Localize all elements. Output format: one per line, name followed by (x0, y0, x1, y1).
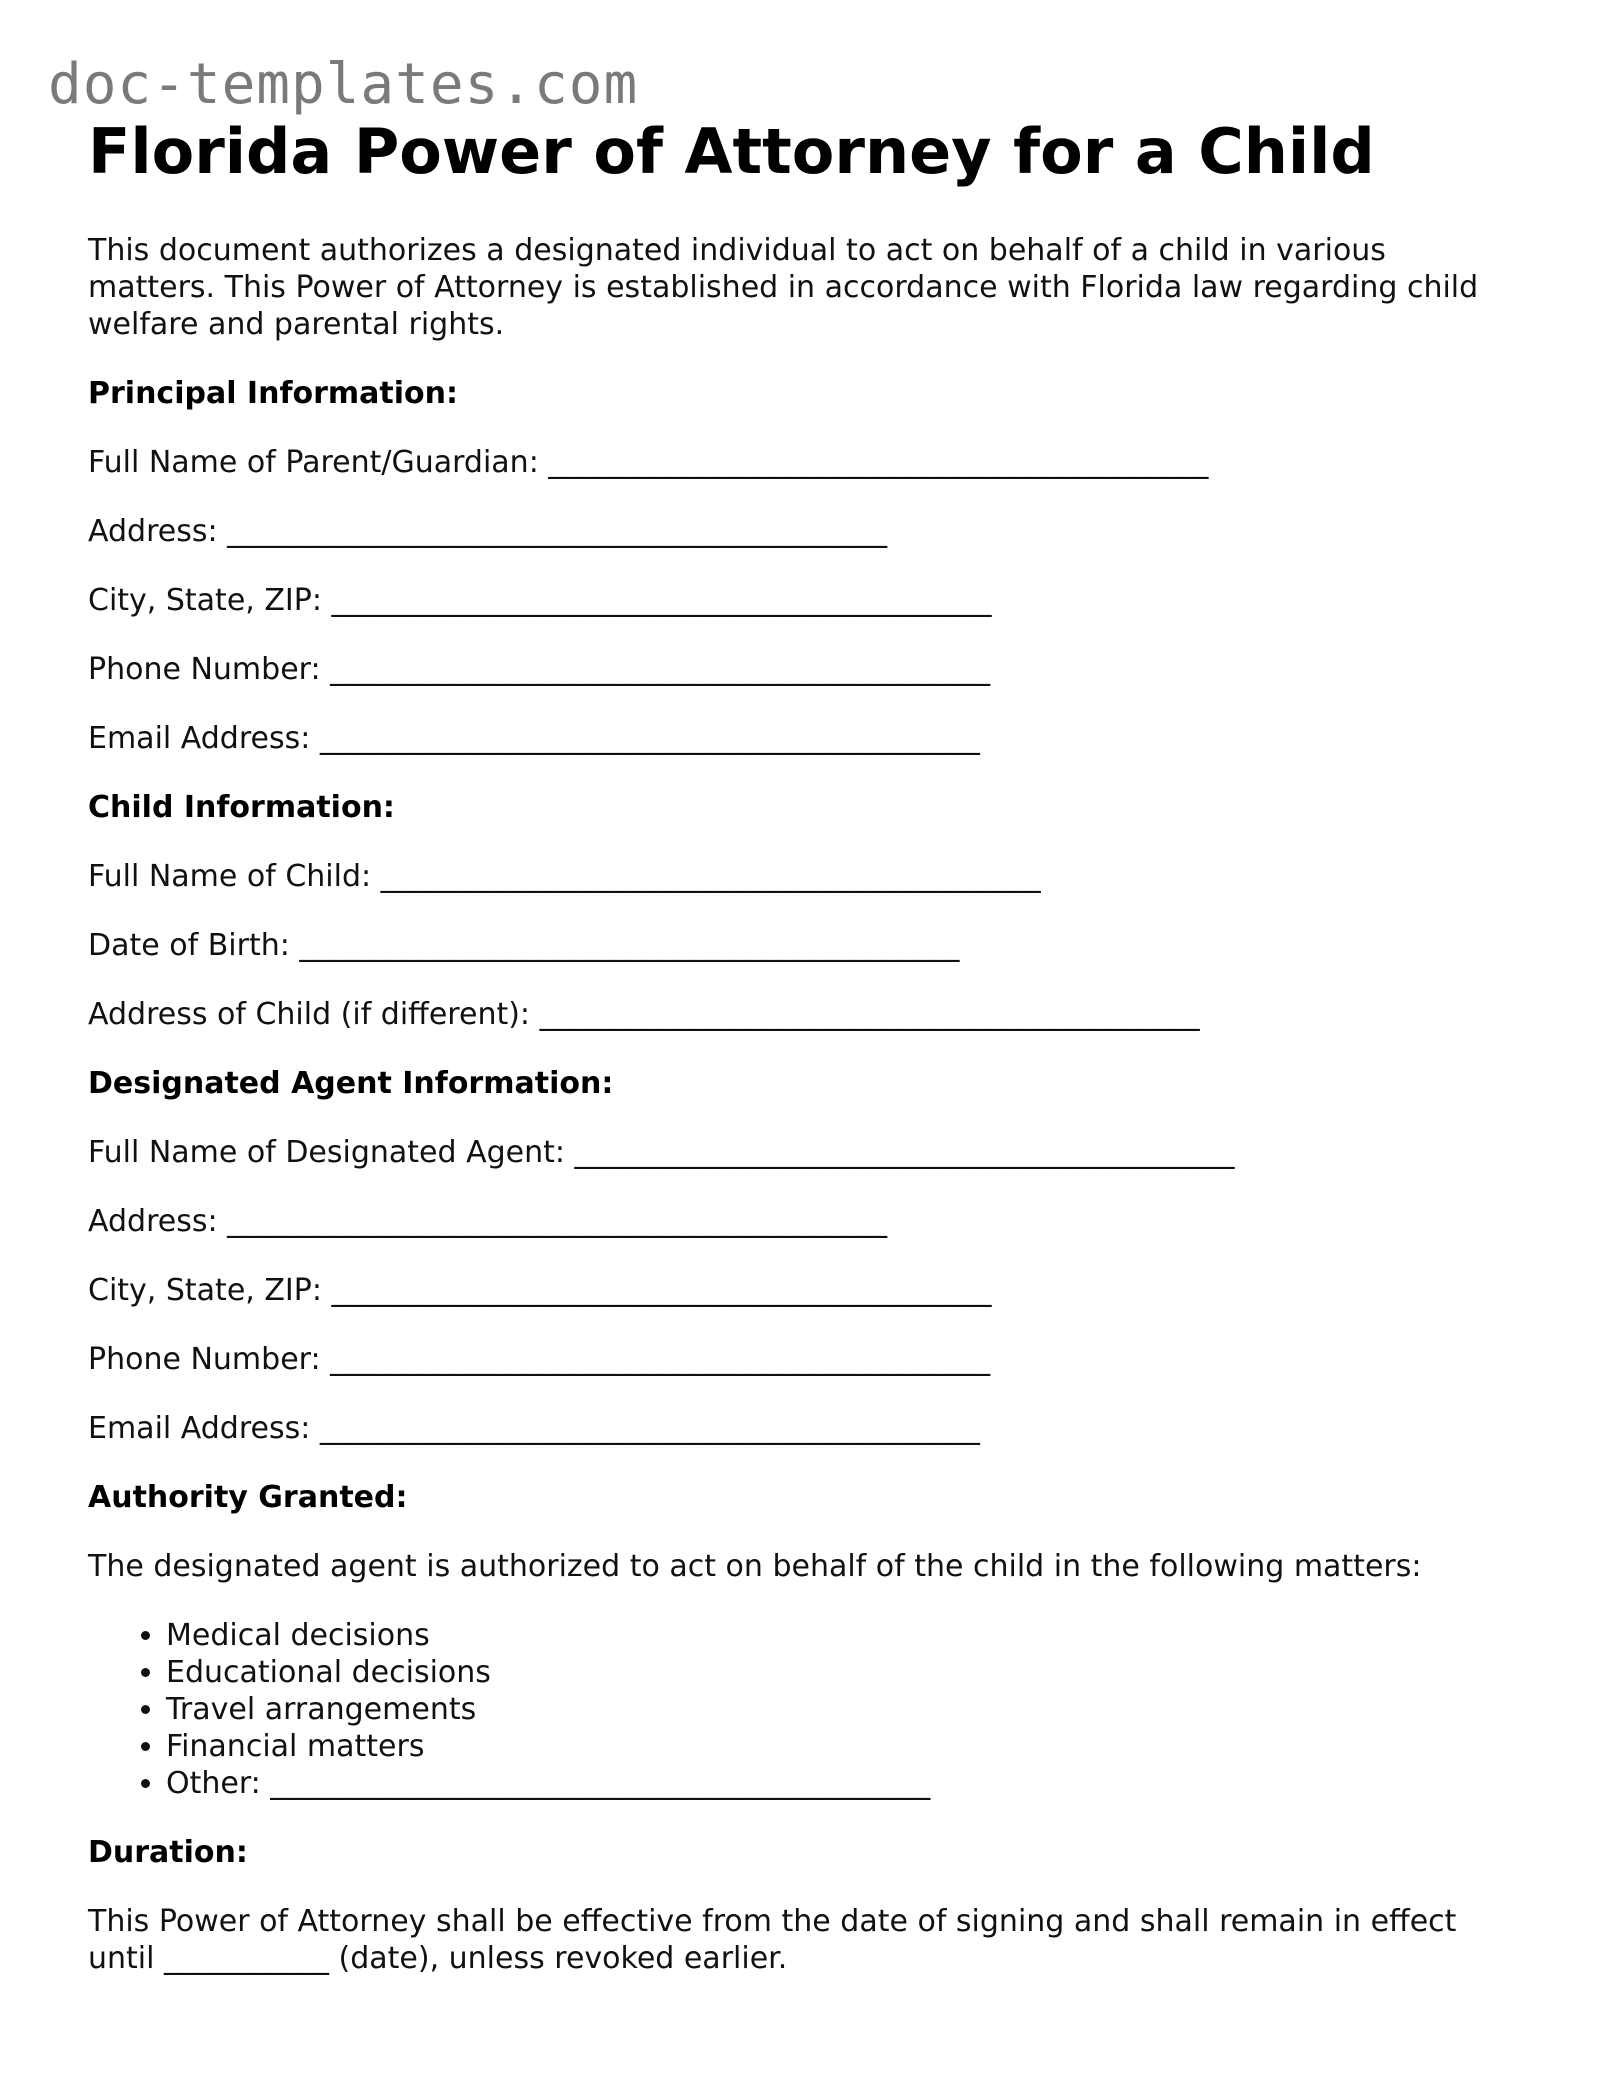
agent-full-name-field[interactable]: Full Name of Designated Agent: ____________________________________________ (88, 1135, 1235, 1170)
child-full-name-field[interactable]: Full Name of Child: ____________________________________________ (88, 859, 1041, 894)
agent-email-field[interactable]: Email Address: ____________________________________________ (88, 1411, 980, 1446)
agent-city-state-zip-field[interactable]: City, State, ZIP: ____________________________________________ (88, 1273, 992, 1308)
child-address-field[interactable]: Address of Child (if different): ____________________________________________ (88, 997, 1200, 1032)
authority-list (88, 1617, 1528, 1802)
list-item: • Educational decisions (166, 1654, 1528, 1691)
child-dob-field[interactable]: Date of Birth: ____________________________________________ (88, 928, 960, 963)
agent-address-field[interactable]: Address: ____________________________________________ (88, 1204, 888, 1239)
principal-email-field[interactable]: Email Address: ____________________________________________ (88, 721, 980, 756)
principal-heading: Principal Information: (88, 376, 459, 411)
list-item-other[interactable]: • Other: ____________________________________________ (166, 1765, 1528, 1802)
document-page (88, 112, 1528, 1977)
agent-heading: Designated Agent Information: (88, 1066, 614, 1101)
authority-heading: Authority Granted: (88, 1480, 408, 1515)
intro-paragraph: This document authorizes a designated individual to act on behalf of a child in various matters. This Power of Attorney is established in accordance with Florida law regarding child welfare and parental rights. (88, 233, 1479, 342)
child-heading: Child Information: (88, 790, 395, 825)
list-item: • Travel arrangements (166, 1691, 1528, 1728)
document-title: Florida Power of Attorney for a Child (88, 115, 1375, 188)
list-item: • Medical decisions (166, 1617, 1528, 1654)
principal-address-field[interactable]: Address: ____________________________________________ (88, 514, 888, 549)
duration-heading: Duration: (88, 1835, 248, 1870)
principal-city-state-zip-field[interactable]: City, State, ZIP: ____________________________________________ (88, 583, 992, 618)
agent-phone-field[interactable]: Phone Number: ____________________________________________ (88, 1342, 991, 1377)
watermark: doc-templates.com (48, 52, 639, 117)
principal-phone-field[interactable]: Phone Number: ____________________________________________ (88, 652, 991, 687)
authority-text: The designated agent is authorized to act on behalf of the child in the following matters: (88, 1549, 1422, 1584)
principal-full-name-field[interactable]: Full Name of Parent/Guardian: ____________________________________________ (88, 445, 1209, 480)
duration-text: This Power of Attorney shall be effective from the date of signing and shall remain in effect until ___________ (date), unless revoked earlier. (88, 1904, 1457, 1976)
list-item: • Financial matters (166, 1728, 1528, 1765)
